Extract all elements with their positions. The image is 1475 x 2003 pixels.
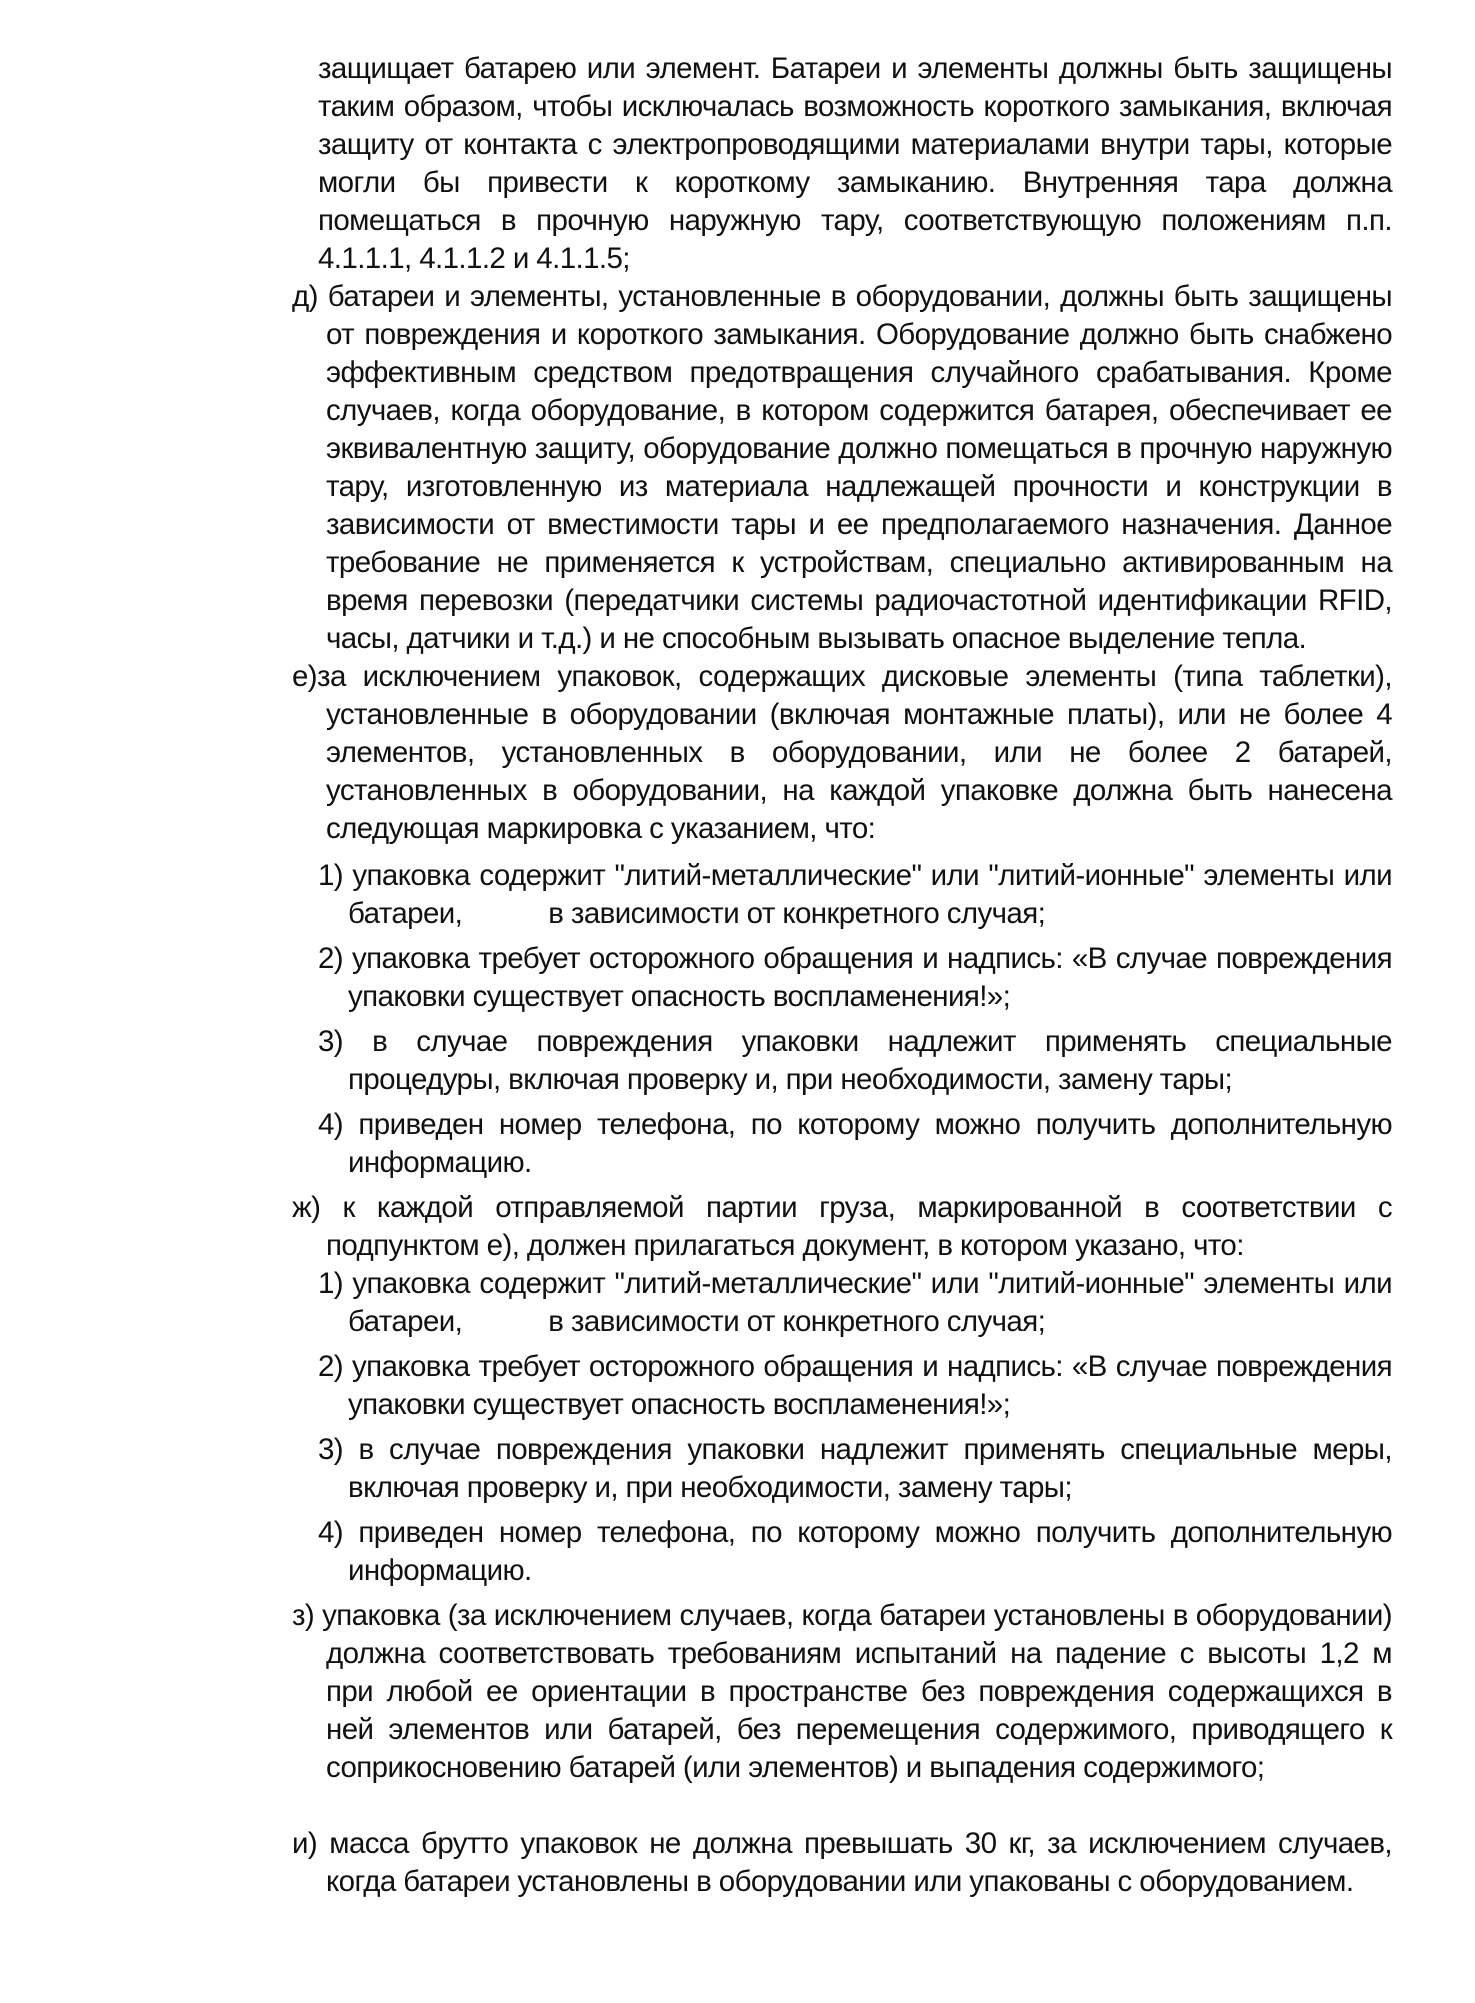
item-label: и) <box>292 1827 318 1860</box>
sub-text: упаковка содержит "литий-металлические" или "литий-ионные" элементы или батареи, <box>343 859 1392 930</box>
sub-label: 4) <box>318 1108 344 1141</box>
sub-label: 3) <box>318 1025 344 1058</box>
sub-text: упаковка требует осторожного обращения и надпись: «В случае повреждения упаковки существует опасность воспламенения!»; <box>343 1350 1392 1421</box>
item-zh-sub-2 <box>318 1348 1392 1424</box>
sub-text: в случае повреждения упаковки надлежит применять специальные процедуры, включая проверку и, при необходимости, замену тары; <box>343 1025 1392 1096</box>
item-text: упаковка (за исключением случаев, когда батареи установлены в оборудовании) должна соответствовать требованиям испытаний на падение с высоты 1,2 м при любой ее ориентации в пространстве без повреждения содержащихся в ней элементов или батарей, без перемещения содержимого, приводящего к соприкосновению батарей (или элементов) и выпадения содержимого; <box>314 1599 1392 1784</box>
item-i <box>292 1825 1392 1901</box>
sub-text-continued: в зависимости от конкретного случая; <box>548 897 1046 930</box>
item-e-sub-2 <box>318 940 1392 1016</box>
item-e-sub-1 <box>318 857 1392 933</box>
item-zh <box>292 1189 1392 1265</box>
item-zh-sub-4 <box>318 1514 1392 1590</box>
item-e-sub-4 <box>318 1106 1392 1182</box>
item-text: батареи и элементы, установленные в оборудовании, должны быть защищены от повреждения и короткого замыкания. Оборудование должно быть снабжено эффективным средством предотвращения случайного срабатывания. Кроме случаев, когда оборудование, в котором содержится батарея, обеспечивает ее эквивалентную защиту, оборудование должно помещаться в прочную наружную тару, изготовленную из материала надлежащей прочности и конструкции в зависимости от вместимости тары и ее предполагаемого назначения. Данное требование не применяется к устройствам, специально активированным на время перевозки (передатчики системы радиочастотной идентификации RFID, часы, датчики и т.д.) и не способным вызывать опасное выделение тепла. <box>317 280 1392 655</box>
item-label: ж) <box>292 1191 321 1224</box>
sub-text: в случае повреждения упаковки надлежит применять специальные меры, включая проверку и, при необходимости, замену тары; <box>343 1433 1392 1504</box>
continuation-paragraph: защищает батарею или элемент. Батареи и элементы должны быть защищены таким образом, чтобы исключалась возможность короткого замыкания, включая защиту от контакта с электропроводящими материалами внутри тары, которые могли бы привести к короткому замыканию. Внутренняя тара должна помещаться в прочную наружную тару, соответствующую положениям п.п. 4.1.1.1, 4.1.1.2 и 4.1.1.5; <box>318 52 1392 275</box>
sub-text: упаковка требует осторожного обращения и надпись: «В случае повреждения упаковки существует опасность воспламенения!»; <box>343 942 1392 1013</box>
item-zh-sub-1 <box>318 1265 1392 1341</box>
sub-text-continued: в зависимости от конкретного случая; <box>548 1305 1046 1338</box>
item-zh-sub-3 <box>318 1431 1392 1507</box>
sub-label: 4) <box>318 1516 344 1549</box>
item-label: з) <box>292 1599 315 1632</box>
item-e-sub-3 <box>318 1023 1392 1099</box>
sub-label: 1) <box>318 1267 344 1300</box>
item-e <box>292 658 1392 848</box>
sub-text: приведен номер телефона, по которому можно получить дополнительную информацию. <box>343 1516 1392 1587</box>
sub-text: приведен номер телефона, по которому можно получить дополнительную информацию. <box>343 1108 1392 1179</box>
item-label: д) <box>292 280 318 313</box>
sub-text: упаковка содержит "литий-металлические" или "литий-ионные" элементы или батареи, <box>343 1267 1392 1338</box>
sub-label: 2) <box>318 942 344 975</box>
item-z <box>292 1597 1392 1787</box>
item-text: за исключением упаковок, содержащих дисковые элементы (типа таблетки), установленные в оборудовании (включая монтажные платы), или не более 4 элементов, установленных в оборудовании, или не более 2 батарей, установленных в оборудовании, на каждой упаковке должна быть нанесена следующая маркировка с указанием, что: <box>317 660 1392 845</box>
sub-label: 1) <box>318 859 344 892</box>
item-text: масса брутто упаковок не должна превышать 30 кг, за исключением случаев, когда батареи установлены в оборудовании или упакованы с оборудованием. <box>317 1827 1392 1898</box>
item-label: е) <box>292 660 318 693</box>
sub-label: 3) <box>318 1433 344 1466</box>
sub-label: 2) <box>318 1350 344 1383</box>
item-text: к каждой отправляемой партии груза, маркированной в соответствии с подпунктом е), должен прилагаться документ, в котором указано, что: <box>320 1191 1392 1262</box>
item-d <box>292 278 1392 658</box>
